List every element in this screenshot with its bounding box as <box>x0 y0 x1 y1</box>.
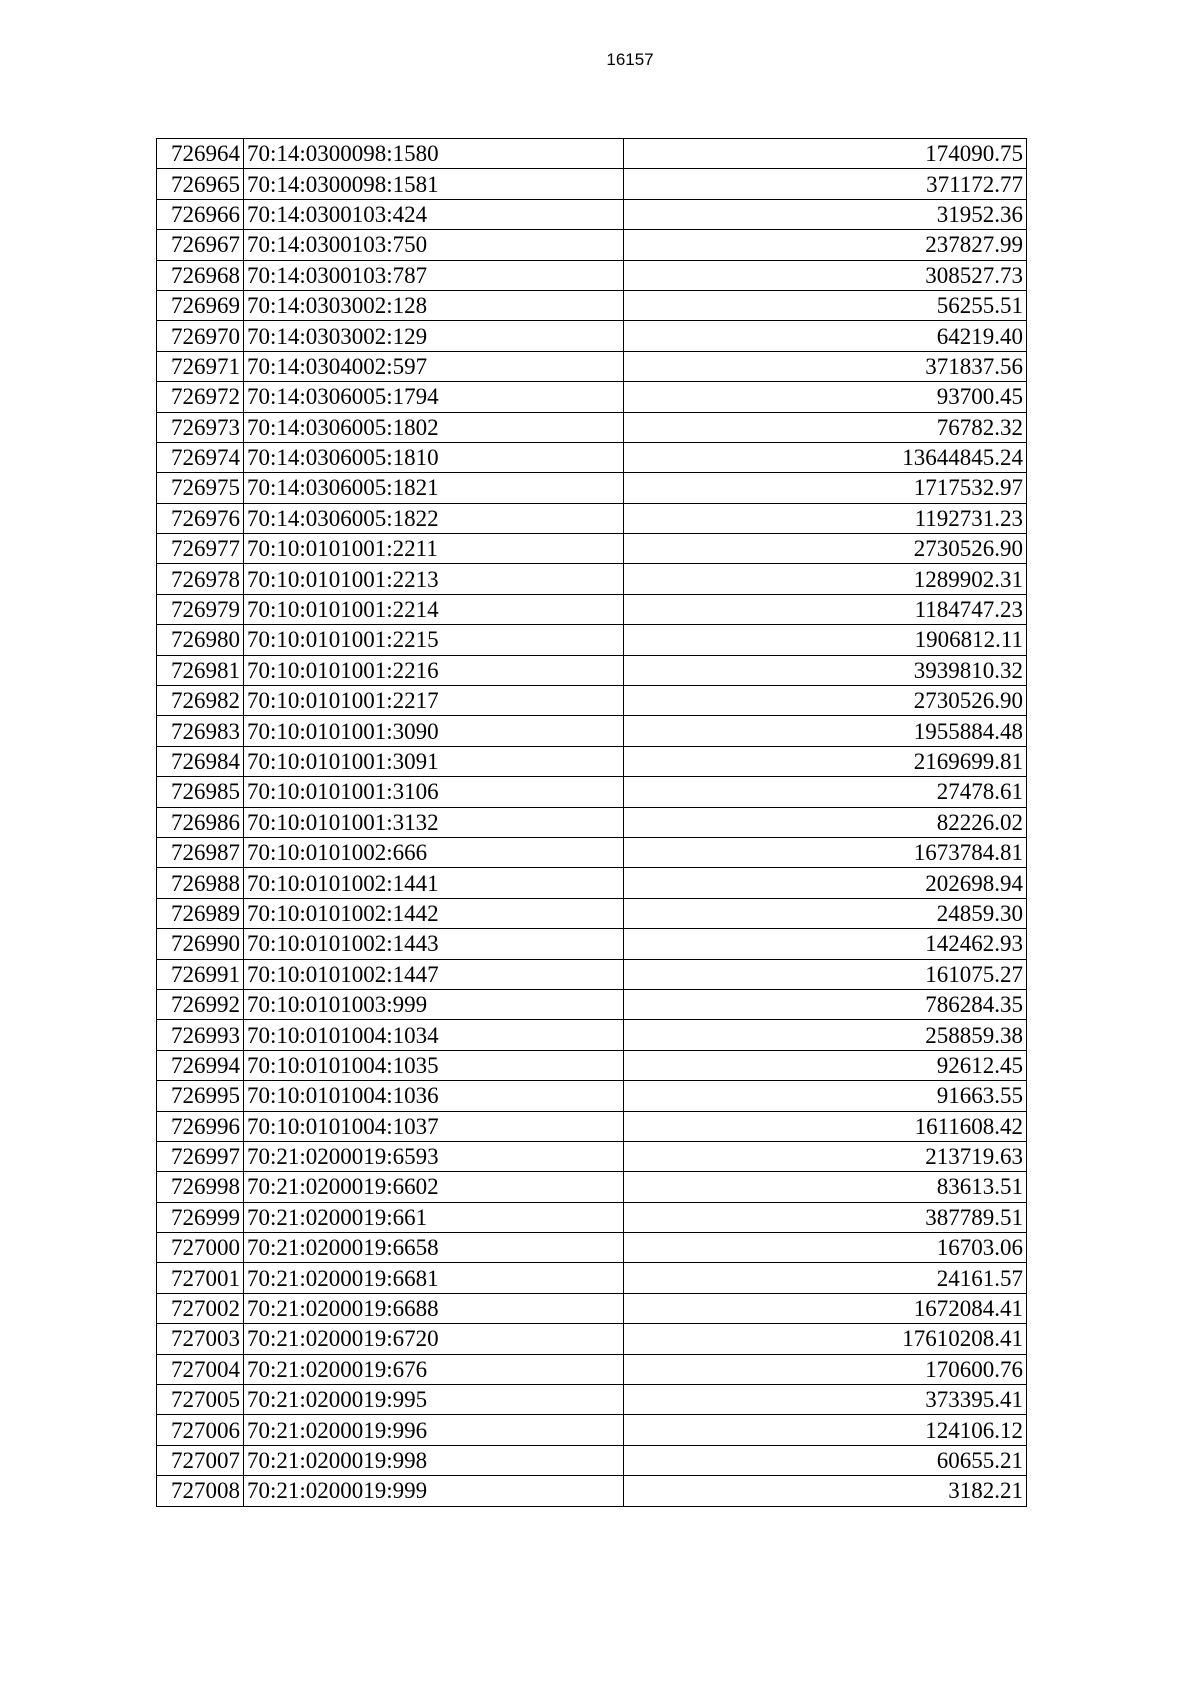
row-number-cell: 726972 <box>157 382 244 412</box>
value-cell: 786284.35 <box>624 989 1027 1019</box>
table-row <box>157 230 1027 260</box>
cadastral-number-cell: 70:14:0303002:129 <box>244 321 624 351</box>
value-cell: 174090.75 <box>624 139 1027 169</box>
cadastral-number-cell: 70:10:0101001:2213 <box>244 564 624 594</box>
value-cell: 92612.45 <box>624 1050 1027 1080</box>
value-cell: 371172.77 <box>624 169 1027 199</box>
value-cell: 91663.55 <box>624 1081 1027 1111</box>
row-number-cell: 726985 <box>157 777 244 807</box>
cadastral-number-cell: 70:14:0303002:128 <box>244 290 624 320</box>
value-cell: 308527.73 <box>624 260 1027 290</box>
table-row <box>157 837 1027 867</box>
row-number-cell: 727006 <box>157 1415 244 1445</box>
row-number-cell: 727007 <box>157 1445 244 1475</box>
cadastral-number-cell: 70:10:0101002:1443 <box>244 929 624 959</box>
table-row <box>157 1324 1027 1354</box>
value-cell: 213719.63 <box>624 1141 1027 1171</box>
registry-table <box>156 138 1027 1507</box>
table-row <box>157 989 1027 1019</box>
table-row <box>157 260 1027 290</box>
row-number-cell: 726998 <box>157 1172 244 1202</box>
cadastral-number-cell: 70:14:0306005:1822 <box>244 503 624 533</box>
cadastral-number-cell: 70:10:0101001:2216 <box>244 655 624 685</box>
cadastral-number-cell: 70:10:0101001:2217 <box>244 686 624 716</box>
table-row <box>157 929 1027 959</box>
row-number-cell: 726992 <box>157 989 244 1019</box>
table-row <box>157 655 1027 685</box>
row-number-cell: 726993 <box>157 1020 244 1050</box>
table-row <box>157 1385 1027 1415</box>
cadastral-number-cell: 70:21:0200019:6593 <box>244 1141 624 1171</box>
cadastral-number-cell: 70:10:0101001:3132 <box>244 807 624 837</box>
table-row <box>157 594 1027 624</box>
value-cell: 56255.51 <box>624 290 1027 320</box>
row-number-cell: 726977 <box>157 534 244 564</box>
value-cell: 64219.40 <box>624 321 1027 351</box>
cadastral-number-cell: 70:10:0101003:999 <box>244 989 624 1019</box>
cadastral-number-cell: 70:21:0200019:996 <box>244 1415 624 1445</box>
row-number-cell: 726964 <box>157 139 244 169</box>
row-number-cell: 726989 <box>157 898 244 928</box>
value-cell: 3182.21 <box>624 1476 1027 1506</box>
row-number-cell: 727002 <box>157 1293 244 1323</box>
row-number-cell: 726970 <box>157 321 244 351</box>
cadastral-number-cell: 70:14:0300098:1580 <box>244 139 624 169</box>
table-row <box>157 868 1027 898</box>
table-row <box>157 686 1027 716</box>
value-cell: 1192731.23 <box>624 503 1027 533</box>
value-cell: 13644845.24 <box>624 442 1027 472</box>
value-cell: 24859.30 <box>624 898 1027 928</box>
cadastral-number-cell: 70:21:0200019:6681 <box>244 1263 624 1293</box>
row-number-cell: 726967 <box>157 230 244 260</box>
row-number-cell: 726994 <box>157 1050 244 1080</box>
table-row <box>157 625 1027 655</box>
value-cell: 202698.94 <box>624 868 1027 898</box>
cadastral-number-cell: 70:21:0200019:6658 <box>244 1233 624 1263</box>
table-row <box>157 1081 1027 1111</box>
value-cell: 83613.51 <box>624 1172 1027 1202</box>
row-number-cell: 726969 <box>157 290 244 320</box>
table-row <box>157 139 1027 169</box>
table-row <box>157 716 1027 746</box>
cadastral-number-cell: 70:14:0300103:787 <box>244 260 624 290</box>
registry-table-body <box>157 139 1027 1507</box>
cadastral-number-cell: 70:10:0101002:666 <box>244 837 624 867</box>
table-row <box>157 169 1027 199</box>
table-row <box>157 898 1027 928</box>
registry-table-container <box>156 138 1027 1507</box>
table-row <box>157 442 1027 472</box>
value-cell: 373395.41 <box>624 1385 1027 1415</box>
value-cell: 2730526.90 <box>624 534 1027 564</box>
cadastral-number-cell: 70:21:0200019:661 <box>244 1202 624 1232</box>
table-row <box>157 1111 1027 1141</box>
cadastral-number-cell: 70:10:0101001:3091 <box>244 746 624 776</box>
row-number-cell: 727004 <box>157 1354 244 1384</box>
value-cell: 142462.93 <box>624 929 1027 959</box>
table-row <box>157 777 1027 807</box>
table-row <box>157 412 1027 442</box>
row-number-cell: 727001 <box>157 1263 244 1293</box>
value-cell: 170600.76 <box>624 1354 1027 1384</box>
table-row <box>157 290 1027 320</box>
table-row <box>157 1233 1027 1263</box>
row-number-cell: 726995 <box>157 1081 244 1111</box>
table-row <box>157 564 1027 594</box>
value-cell: 1955884.48 <box>624 716 1027 746</box>
row-number-cell: 726996 <box>157 1111 244 1141</box>
value-cell: 17610208.41 <box>624 1324 1027 1354</box>
value-cell: 2730526.90 <box>624 686 1027 716</box>
cadastral-number-cell: 70:21:0200019:999 <box>244 1476 624 1506</box>
row-number-cell: 726975 <box>157 473 244 503</box>
row-number-cell: 727000 <box>157 1233 244 1263</box>
cadastral-number-cell: 70:10:0101002:1442 <box>244 898 624 928</box>
row-number-cell: 727008 <box>157 1476 244 1506</box>
value-cell: 1673784.81 <box>624 837 1027 867</box>
row-number-cell: 726981 <box>157 655 244 685</box>
row-number-cell: 726979 <box>157 594 244 624</box>
value-cell: 161075.27 <box>624 959 1027 989</box>
value-cell: 24161.57 <box>624 1263 1027 1293</box>
cadastral-number-cell: 70:10:0101004:1035 <box>244 1050 624 1080</box>
cadastral-number-cell: 70:21:0200019:998 <box>244 1445 624 1475</box>
cadastral-number-cell: 70:10:0101004:1034 <box>244 1020 624 1050</box>
cadastral-number-cell: 70:10:0101001:2215 <box>244 625 624 655</box>
row-number-cell: 726974 <box>157 442 244 472</box>
table-row <box>157 1293 1027 1323</box>
cadastral-number-cell: 70:14:0306005:1821 <box>244 473 624 503</box>
value-cell: 16703.06 <box>624 1233 1027 1263</box>
page-number: 16157 <box>606 50 654 69</box>
cadastral-number-cell: 70:21:0200019:6688 <box>244 1293 624 1323</box>
cadastral-number-cell: 70:10:0101004:1036 <box>244 1081 624 1111</box>
value-cell: 1289902.31 <box>624 564 1027 594</box>
cadastral-number-cell: 70:14:0300098:1581 <box>244 169 624 199</box>
cadastral-number-cell: 70:10:0101001:2211 <box>244 534 624 564</box>
table-row <box>157 534 1027 564</box>
table-row <box>157 382 1027 412</box>
row-number-cell: 727003 <box>157 1324 244 1354</box>
table-row <box>157 1202 1027 1232</box>
value-cell: 76782.32 <box>624 412 1027 442</box>
row-number-cell: 726983 <box>157 716 244 746</box>
value-cell: 371837.56 <box>624 351 1027 381</box>
row-number-cell: 726988 <box>157 868 244 898</box>
row-number-cell: 726991 <box>157 959 244 989</box>
value-cell: 31952.36 <box>624 199 1027 229</box>
value-cell: 27478.61 <box>624 777 1027 807</box>
cadastral-number-cell: 70:21:0200019:6720 <box>244 1324 624 1354</box>
table-row <box>157 1476 1027 1506</box>
table-row <box>157 807 1027 837</box>
cadastral-number-cell: 70:10:0101001:3090 <box>244 716 624 746</box>
table-row <box>157 1141 1027 1171</box>
row-number-cell: 726982 <box>157 686 244 716</box>
row-number-cell: 727005 <box>157 1385 244 1415</box>
value-cell: 93700.45 <box>624 382 1027 412</box>
cadastral-number-cell: 70:14:0306005:1794 <box>244 382 624 412</box>
cadastral-number-cell: 70:14:0300103:750 <box>244 230 624 260</box>
row-number-cell: 726978 <box>157 564 244 594</box>
table-row <box>157 321 1027 351</box>
cadastral-number-cell: 70:10:0101002:1441 <box>244 868 624 898</box>
row-number-cell: 726971 <box>157 351 244 381</box>
table-row <box>157 1020 1027 1050</box>
row-number-cell: 726997 <box>157 1141 244 1171</box>
value-cell: 1672084.41 <box>624 1293 1027 1323</box>
row-number-cell: 726968 <box>157 260 244 290</box>
value-cell: 60655.21 <box>624 1445 1027 1475</box>
value-cell: 2169699.81 <box>624 746 1027 776</box>
cadastral-number-cell: 70:14:0304002:597 <box>244 351 624 381</box>
cadastral-number-cell: 70:21:0200019:995 <box>244 1385 624 1415</box>
row-number-cell: 726973 <box>157 412 244 442</box>
cadastral-number-cell: 70:14:0300103:424 <box>244 199 624 229</box>
value-cell: 82226.02 <box>624 807 1027 837</box>
cadastral-number-cell: 70:10:0101004:1037 <box>244 1111 624 1141</box>
cadastral-number-cell: 70:10:0101001:3106 <box>244 777 624 807</box>
row-number-cell: 726965 <box>157 169 244 199</box>
table-row <box>157 503 1027 533</box>
table-row <box>157 959 1027 989</box>
cadastral-number-cell: 70:10:0101001:2214 <box>244 594 624 624</box>
table-row <box>157 1354 1027 1384</box>
table-row <box>157 473 1027 503</box>
row-number-cell: 726984 <box>157 746 244 776</box>
cadastral-number-cell: 70:21:0200019:6602 <box>244 1172 624 1202</box>
table-row <box>157 1263 1027 1293</box>
table-row <box>157 351 1027 381</box>
table-row <box>157 1445 1027 1475</box>
table-row <box>157 1172 1027 1202</box>
value-cell: 1717532.97 <box>624 473 1027 503</box>
row-number-cell: 726987 <box>157 837 244 867</box>
cadastral-number-cell: 70:21:0200019:676 <box>244 1354 624 1384</box>
table-row <box>157 746 1027 776</box>
value-cell: 1906812.11 <box>624 625 1027 655</box>
row-number-cell: 726976 <box>157 503 244 533</box>
table-row <box>157 1415 1027 1445</box>
value-cell: 3939810.32 <box>624 655 1027 685</box>
value-cell: 124106.12 <box>624 1415 1027 1445</box>
value-cell: 1611608.42 <box>624 1111 1027 1141</box>
row-number-cell: 726999 <box>157 1202 244 1232</box>
cadastral-number-cell: 70:14:0306005:1810 <box>244 442 624 472</box>
value-cell: 258859.38 <box>624 1020 1027 1050</box>
row-number-cell: 726990 <box>157 929 244 959</box>
row-number-cell: 726980 <box>157 625 244 655</box>
value-cell: 1184747.23 <box>624 594 1027 624</box>
cadastral-number-cell: 70:10:0101002:1447 <box>244 959 624 989</box>
value-cell: 387789.51 <box>624 1202 1027 1232</box>
table-row <box>157 1050 1027 1080</box>
row-number-cell: 726986 <box>157 807 244 837</box>
row-number-cell: 726966 <box>157 199 244 229</box>
cadastral-number-cell: 70:14:0306005:1802 <box>244 412 624 442</box>
value-cell: 237827.99 <box>624 230 1027 260</box>
table-row <box>157 199 1027 229</box>
